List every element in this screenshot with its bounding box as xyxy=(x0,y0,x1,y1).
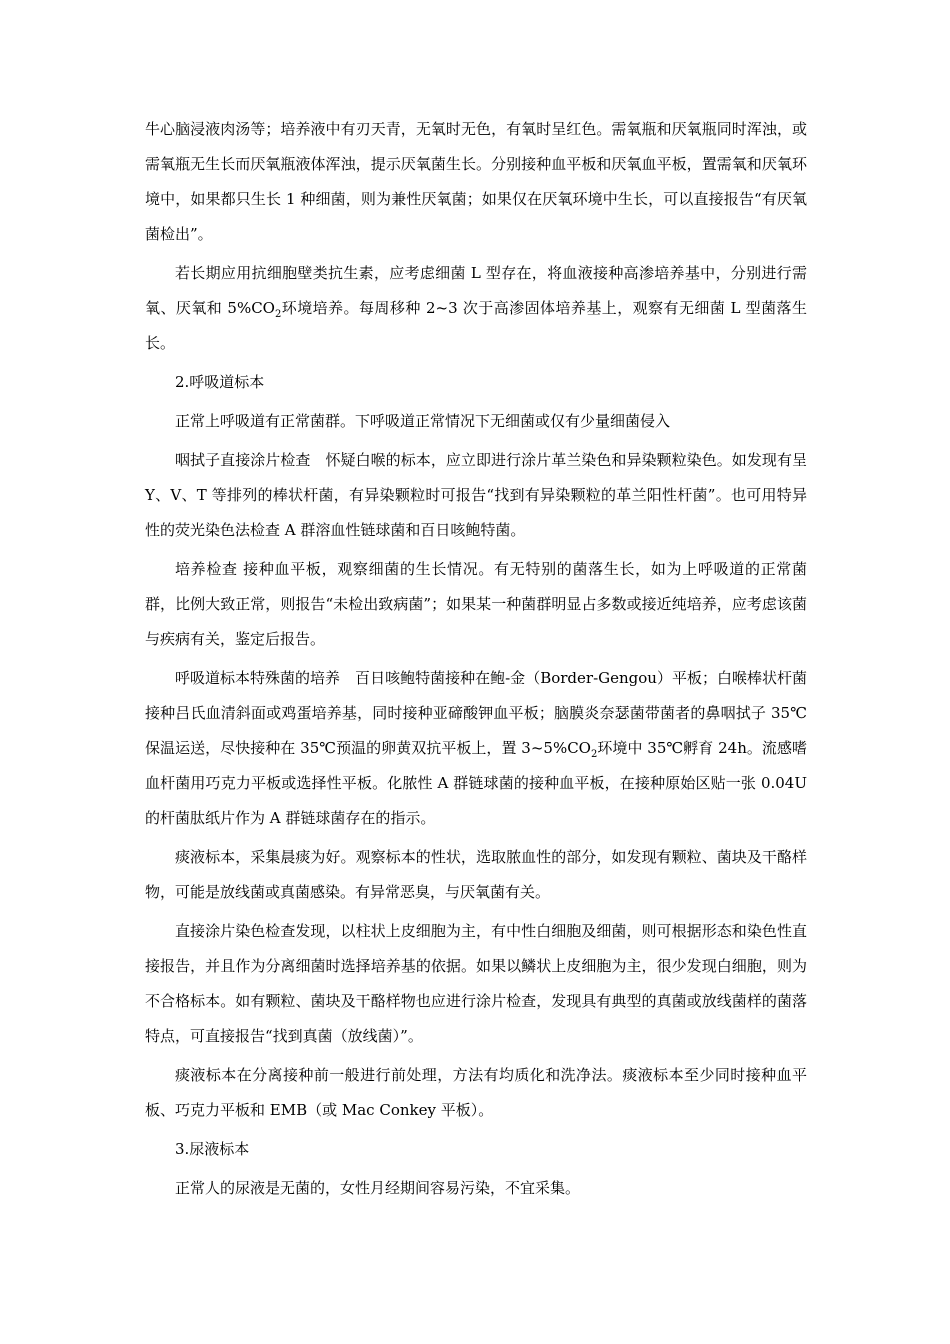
paragraph-text: 呼吸道标本特殊菌的培养 百日咳鲍特菌接种在鲍-金（Border-Gengou）平板；白喉棒状杆菌接种吕氏血清斜面或鸡蛋培养基，同时接种亚碲酸钾血平板；脑膜炎奈瑟菌带菌者的鼻咽拭子 35℃保温运送，尽快接种在 35℃预温的卵黄双抗平板上，置 3~5%CO xyxy=(145,669,807,757)
subscript: 2 xyxy=(274,309,282,320)
paragraph-text: 环境培养。每周移种 2~3 次于高渗固体培养基上，观察有无细菌 L 型菌落生长。 xyxy=(145,299,807,352)
paragraph-blood-culture-continued: 牛心脑浸液肉汤等；培养液中有刃天青，无氧时无色，有氧时呈红色。需氧瓶和厌氧瓶同时浑浊，或需氧瓶无生长而厌氧瓶液体浑浊，提示厌氧菌生长。分别接种血平板和厌氧血平板，置需氧和厌氧环境中，如果都只生长 1 种细菌，则为兼性厌氧菌；如果仅在厌氧环境中生长，可以直接报告“有厌氧菌检出”。 xyxy=(145,120,807,243)
paragraph-text: 若长期应用抗细胞壁类抗生素，应考虑细菌 L 型存在，将血液接种高渗培养基中，分别进行需氧、厌氧和 5%CO xyxy=(145,264,807,317)
paragraph-sputum-processing: 痰液标本在分离接种前一般进行前处理，方法有均质化和洗净法。痰液标本至少同时接种血平板、巧克力平板和 EMB（或 Mac Conkey 平板）。 xyxy=(145,1066,807,1119)
document-body xyxy=(145,112,807,1206)
paragraph-urine: 正常人的尿液是无菌的，女性月经期间容易污染，不宜采集。 xyxy=(175,1179,581,1197)
paragraph-direct-smear: 直接涂片染色检查发现，以柱状上皮细胞为主，有中性白细胞及细菌，则可根据形态和染色性直接报告，并且作为分离细菌时选择培养基的依据。如果以鳞状上皮细胞为主，很少发现白细胞，则为不合格标本。如有颗粒、菌块及干酪样物也应进行涂片检查，发现具有典型的真菌或放线菌样的菌落特点，可直接报告“找到真菌（放线菌）”。 xyxy=(145,922,807,1045)
subscript: 2 xyxy=(590,749,598,760)
paragraph-sputum: 痰液标本，采集晨痰为好。观察标本的性状，选取脓血性的部分，如发现有颗粒、菌块及干酪样物，可能是放线菌或真菌感染。有异常恶臭，与厌氧菌有关。 xyxy=(145,848,807,901)
paragraph-l-form xyxy=(145,256,807,361)
paragraph-throat-swab: 咽拭子直接涂片检查 怀疑白喉的标本，应立即进行涂片革兰染色和异染颗粒染色。如发现有呈 Y、V、T 等排列的棒状杆菌，有异染颗粒时可报告“找到有异染颗粒的革兰阳性杆菌”。也可用特异性的荧光染色法检查 A 群溶血性链球菌和百日咳鲍特菌。 xyxy=(145,451,807,539)
paragraph-culture-exam: 培养检查 接种血平板，观察细菌的生长情况。有无特别的菌落生长，如为上呼吸道的正常菌群，比例大致正常，则报告“未检出致病菌”；如果某一种菌群明显占多数或接近纯培养，应考虑该菌与疾病有关，鉴定后报告。 xyxy=(145,560,807,648)
paragraph-normal-flora: 正常上呼吸道有正常菌群。下呼吸道正常情况下无细菌或仅有少量细菌侵入 xyxy=(175,412,671,430)
section-heading-respiratory: 2.呼吸道标本 xyxy=(175,373,265,391)
paragraph-special-culture xyxy=(145,661,807,836)
section-heading-urine: 3.尿液标本 xyxy=(175,1140,250,1158)
paragraph-text: 环境中 35℃孵育 24h。流感嗜血杆菌用巧克力平板或选择性平板。化脓性 A 群链球菌的接种血平板，在接种原始区贴一张 0.04U 的杆菌肽纸片作为 A 群链球菌存在的指示。 xyxy=(145,739,807,827)
